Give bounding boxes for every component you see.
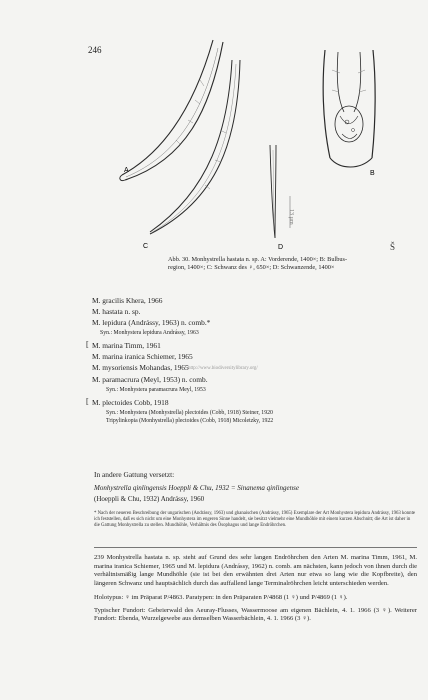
figure-panel-c-drawing bbox=[150, 60, 240, 234]
species-item: M. hastata n. sp. bbox=[92, 307, 141, 316]
transfer-line-2: (Hoeppli & Chu, 1932) Andrássy, 1960 bbox=[94, 495, 205, 503]
figure-illustrations bbox=[0, 0, 428, 260]
species-item: M. lepidura (Andrássy, 1963) n. comb.* bbox=[92, 318, 211, 327]
bracket-marker: [ bbox=[86, 340, 89, 349]
section-divider bbox=[94, 547, 417, 548]
species-item: [ M. marina Timm, 1961 bbox=[86, 340, 161, 350]
species-item: M. mysoriensis Mohandas, 1965 bbox=[92, 363, 189, 372]
caption-line-2: region, 1400×; C: Schwanz des ♀, 650×; D: Schwanzende, 1400× bbox=[168, 264, 335, 272]
transfer-line-1: Monhystrella qinlingensis Hoeppli & Chu, 1932 = Sinanema qinlingense bbox=[94, 484, 299, 492]
figure-panel-a-drawing bbox=[120, 40, 223, 181]
figure-panel-d-drawing bbox=[270, 145, 276, 238]
synonym-plectoides-2: Tripylinkopia (Monhystrella) plectoides (Cobb, 1918) Micoletzky, 1922 bbox=[106, 418, 274, 424]
species-item: M. paramacrura (Meyl, 1953) n. comb. bbox=[92, 375, 208, 384]
species-item: M. gracilis Khera, 1966 bbox=[92, 296, 163, 305]
page-number: 246 bbox=[88, 45, 102, 55]
description-paragraph: 239 Monhystrella hastata n. sp. steht auf Grund des sehr langen Endröhrchen den Arten M. marina Timm, 1961, M. marina iranica Schiemer, 1965 und M. lepidura (Andrássy, 1962) n. comb. am nächsten, kann jedoch von ihnen durch die verhältnismäßig lange Mundhöhle (sie ist bei den erwähnten drei Arten nur etwa so lang wie die Kopfbreite), den längeren Schwanz und hauptsächlich durch das auffallend lange Terminalröhrchen leicht unterschieden werden. bbox=[94, 554, 417, 587]
figure-caption bbox=[168, 256, 413, 272]
species-item: M. marina iranica Schiemer, 1965 bbox=[92, 352, 193, 361]
watermark: http://www.biodiversitylibrary.org/ bbox=[188, 366, 258, 371]
panel-label-d: D bbox=[278, 244, 284, 251]
figure-panel-b-drawing bbox=[323, 50, 375, 167]
panel-label-a: A bbox=[124, 167, 129, 174]
panel-label-c: C bbox=[143, 243, 149, 250]
corner-mark: Š bbox=[390, 242, 396, 252]
synonym-plectoides-1: Syn.: Monhystera (Monhystrella) plectoides (Cobb, 1918) Steiner, 1920 bbox=[106, 410, 273, 416]
panel-label-b: B bbox=[370, 170, 375, 177]
holotype-paragraph: Holotypus: ♀ im Präparat P/4863. Paratypen: in den Präparaten P/4868 (1 ♀) und P/4869 (1 ♀). bbox=[94, 594, 348, 601]
caption-line-1: Abb. 30. Monhystrella hastata n. sp. A: Vorderende, 1400×; B: Bulbus- bbox=[168, 256, 348, 263]
species-item: [ M. plectoides Cobb, 1918 bbox=[86, 397, 169, 407]
transfer-heading: In andere Gattung versetzt: bbox=[94, 470, 175, 479]
synonym-lepidura: Syn.: Monhystera lepidura Andrássy, 1963 bbox=[100, 330, 199, 336]
synonym-paramacrura: Syn.: Monhystera paramacrura Meyl, 1953 bbox=[106, 387, 206, 393]
footnote: * Nach der neueren Beschreibung der ungarischen (Andrássy, 1963) und ghanaischen (Andrássy, 1965) Exemplare der Art Monhystera lepidura Andrássy, 1963 konnte ich feststellen, daß es sich nicht um eine Monhystera im engeren Sinne handelt, sie besitzt vielmehr eine Mundhöhle mit einem kurzen Abschnitt; die Art ist daher in die Gattung Monhystrella zu stellen. Mundhöhle, Verhältnis des Ösophagus und lange Endröhrchen. bbox=[94, 511, 416, 528]
scale-annotation: 13 µm bbox=[288, 209, 294, 225]
locality-paragraph: Typischer Fundort: Gebeierwald des Aeuray-Flusses, Wassermoose am eigenen Bächlein, 4. 1. 1966 (3 ♀). Weiterer Fundort: Ebenda, Wurzelgewebe aus demselben Wasserbächlein, 4. 1. 1966 (3 ♀). bbox=[94, 606, 417, 622]
bracket-marker: [ bbox=[86, 397, 89, 406]
body-text bbox=[94, 554, 417, 624]
